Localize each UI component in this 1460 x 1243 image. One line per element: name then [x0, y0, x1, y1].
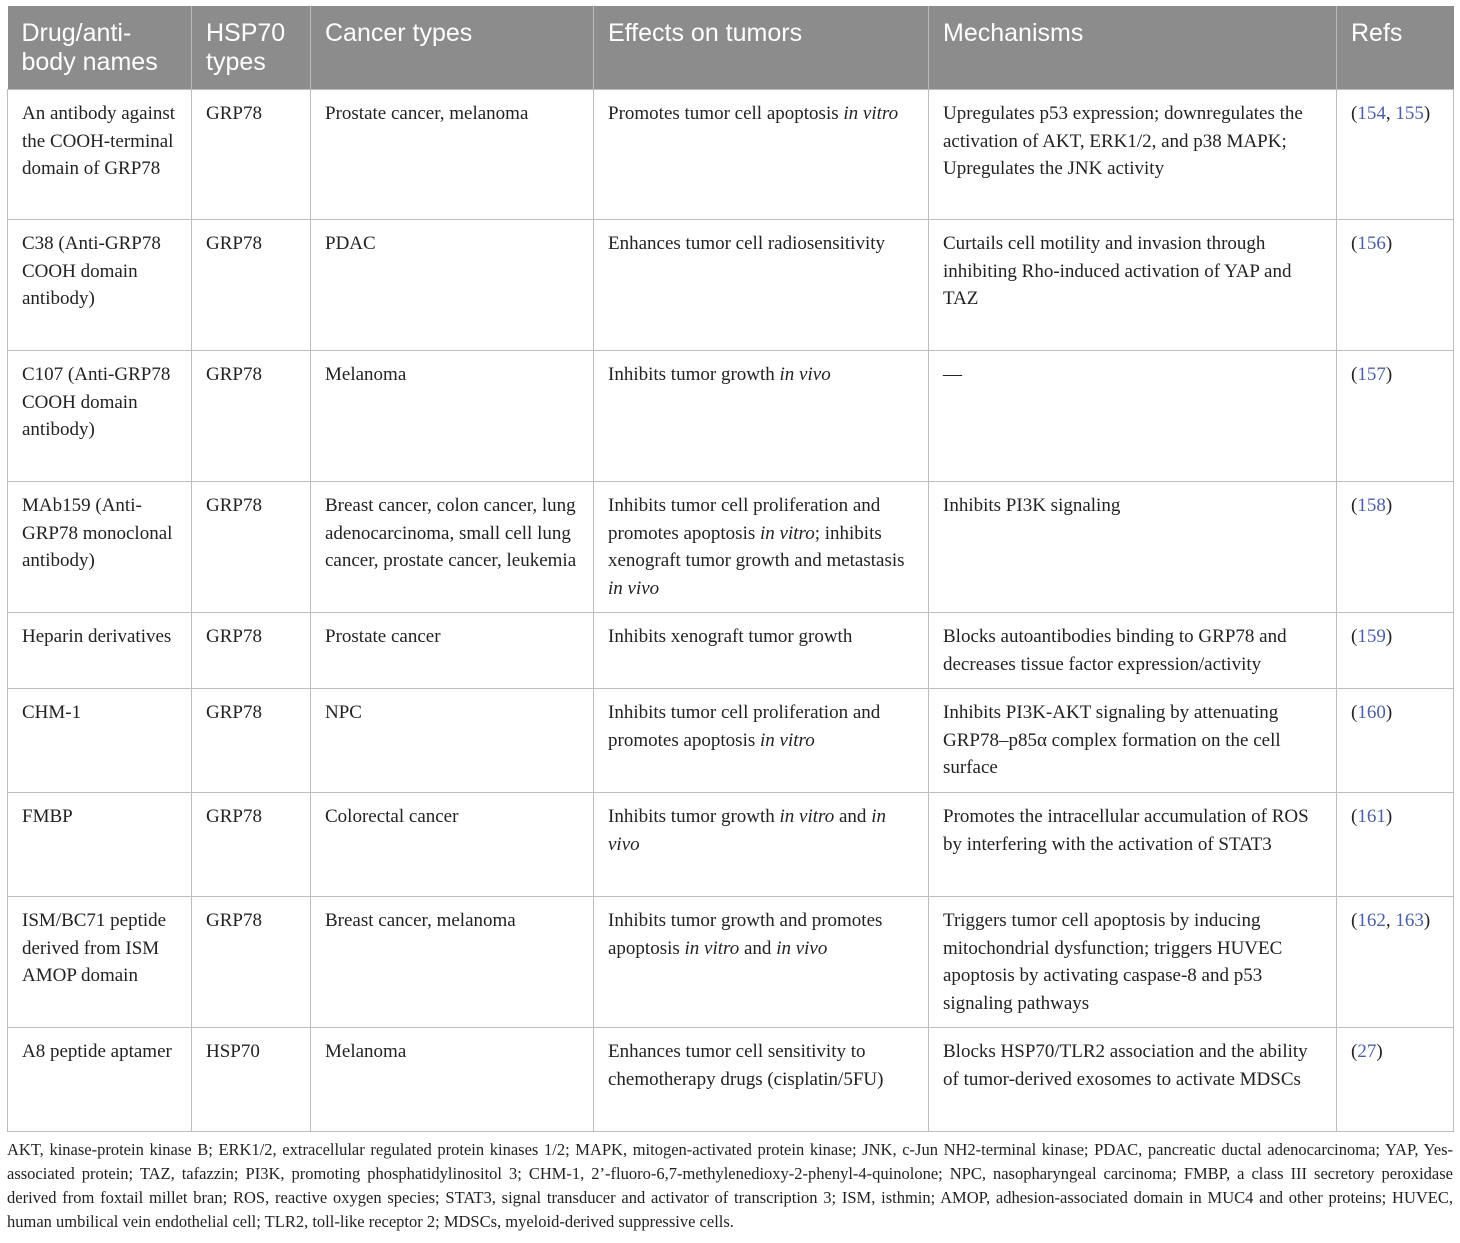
reference-link[interactable]: 154 — [1357, 103, 1386, 124]
cell-drug-name: A8 peptide aptamer — [8, 1028, 192, 1132]
cell-mechanism: Triggers tumor cell apoptosis by inducing mitochondrial dysfunction; triggers HUVEC apoptosis by activating caspase-8 and p53 signaling pathways — [929, 897, 1337, 1028]
reference-link[interactable]: 158 — [1357, 495, 1386, 516]
table-row — [8, 793, 1454, 897]
cell-drug-name: Heparin derivatives — [8, 613, 192, 689]
header-hsp70-types: HSP70 types — [192, 6, 311, 90]
cell-hsp70-type: GRP78 — [192, 220, 311, 351]
reference-link[interactable]: 157 — [1357, 364, 1386, 385]
cell-refs: (156) — [1337, 220, 1454, 351]
drug-table — [7, 6, 1454, 1132]
table-container — [7, 6, 1453, 1234]
cell-drug-name: FMBP — [8, 793, 192, 897]
reference-link[interactable]: 156 — [1357, 233, 1386, 254]
table-row — [8, 1028, 1454, 1132]
effect-text: Inhibits tumor cell proliferation and promotes apoptosis — [608, 495, 881, 544]
cell-effects — [594, 1028, 929, 1132]
cell-hsp70-type: GRP78 — [192, 793, 311, 897]
effect-text: Promotes tumor cell apoptosis — [608, 103, 844, 124]
cell-hsp70-type: GRP78 — [192, 90, 311, 220]
effect-italic-text: in vivo — [608, 806, 886, 855]
table-row — [8, 482, 1454, 613]
cell-refs: (159) — [1337, 613, 1454, 689]
effect-text: Inhibits xenograft tumor growth — [608, 626, 853, 647]
cell-refs: (27) — [1337, 1028, 1454, 1132]
effect-text: and — [739, 937, 777, 959]
effect-text: Inhibits tumor growth — [608, 806, 780, 827]
cell-refs: (161) — [1337, 793, 1454, 897]
reference-link[interactable]: 155 — [1395, 103, 1424, 124]
cell-cancer-types: Melanoma — [311, 351, 594, 482]
table-row — [8, 351, 1454, 482]
cell-drug-name: An antibody against the COOH-terminal domain of GRP78 — [8, 90, 192, 220]
table-row — [8, 689, 1454, 793]
cell-cancer-types: Breast cancer, colon cancer, lung adenocarcinoma, small cell lung cancer, prostate cancer, leukemia — [311, 482, 594, 613]
cell-hsp70-type: GRP78 — [192, 689, 311, 793]
reference-link[interactable]: 162 — [1357, 910, 1386, 931]
effect-italic-text: in vitro — [779, 806, 835, 827]
cell-hsp70-type: GRP78 — [192, 482, 311, 613]
cell-effects — [594, 220, 929, 351]
cell-mechanism: Blocks HSP70/TLR2 association and the ability of tumor-derived exosomes to activate MDSCs — [929, 1028, 1337, 1132]
effect-italic-text: in vitro — [760, 729, 815, 751]
effect-text: Inhibits tumor growth and promotes apoptosis — [608, 910, 883, 959]
cell-refs: (158) — [1337, 482, 1454, 613]
effect-text: Enhances tumor cell sensitivity to chemotherapy drugs (cisplatin/5FU) — [608, 1041, 884, 1090]
effect-text: and — [834, 806, 872, 827]
effect-text: Enhances tumor cell radiosensitivity — [608, 233, 886, 254]
effect-text: Inhibits tumor cell proliferation and promotes apoptosis — [608, 702, 881, 751]
effect-italic-text: in vitro — [843, 103, 899, 124]
reference-link[interactable]: 161 — [1357, 806, 1386, 827]
cell-cancer-types: NPC — [311, 689, 594, 793]
cell-drug-name: ISM/BC71 peptide derived from ISM AMOP domain — [8, 897, 192, 1028]
effect-text: Inhibits tumor growth — [608, 364, 780, 385]
header-cancer-types: Cancer types — [311, 6, 594, 90]
effect-italic-text: in vivo — [779, 364, 831, 385]
reference-link[interactable]: 163 — [1395, 910, 1424, 931]
cell-drug-name: CHM-1 — [8, 689, 192, 793]
cell-drug-name: C38 (Anti-GRP78 COOH domain antibody) — [8, 220, 192, 351]
cell-effects — [594, 351, 929, 482]
reference-link[interactable]: 159 — [1357, 626, 1386, 647]
cell-effects — [594, 793, 929, 897]
cell-mechanism: Inhibits PI3K-AKT signaling by attenuating GRP78–p85α complex formation on the cell surface — [929, 689, 1337, 793]
cell-effects — [594, 897, 929, 1028]
effect-italic-text: in vitro — [760, 522, 815, 544]
cell-cancer-types: Breast cancer, melanoma — [311, 897, 594, 1028]
reference-link[interactable]: 27 — [1357, 1041, 1377, 1062]
cell-refs: (157) — [1337, 351, 1454, 482]
footnote: AKT, kinase-protein kinase B; ERK1/2, extracellular regulated protein kinases 1/2; MAPK, mitogen-activated protein kinase; JNK, c-Jun NH2-terminal kinase; PDAC, pancreatic ductal adenocarcinoma; YAP, Yes-associated protein; TAZ, tafazzin; PI3K, promoting phosphatidylinositol 3; CHM-1, 2’-fluoro-6,7-methylenedioxy-2-phenyl-4-quinolone; NPC, nasopharyngeal carcinoma; FMBP, a class III secretory peroxidase derived from foxtail millet bran; ROS, reactive oxygen species; STAT3, signal transducer and activator of transcription 3; ISM, isthmin; AMOP, adhesion-associated domain in MUC4 and other proteins; HUVEC, human umbilical vein endothelial cell; TLR2, toll-like receptor 2; MDSCs, myeloid-derived suppressive cells. — [7, 1140, 1453, 1231]
cell-refs: (160) — [1337, 689, 1454, 793]
table-row — [8, 90, 1454, 220]
effect-italic-text: in vitro — [684, 937, 740, 959]
cell-mechanism: Inhibits PI3K signaling — [929, 482, 1337, 613]
cell-effects — [594, 90, 929, 220]
cell-cancer-types: Prostate cancer, melanoma — [311, 90, 594, 220]
cell-drug-name: MAb159 (Anti-GRP78 monoclonal antibody) — [8, 482, 192, 613]
cell-cancer-types: PDAC — [311, 220, 594, 351]
header-drug-names: Drug/anti-body names — [8, 6, 192, 90]
cell-mechanism: Promotes the intracellular accumulation of ROS by interfering with the activation of STAT3 — [929, 793, 1337, 897]
cell-effects — [594, 613, 929, 689]
table-row — [8, 613, 1454, 689]
cell-hsp70-type: GRP78 — [192, 897, 311, 1028]
header-effects-on-tumors: Effects on tumors — [594, 6, 929, 90]
cell-effects — [594, 482, 929, 613]
header-refs: Refs — [1337, 6, 1454, 90]
reference-link[interactable]: 160 — [1357, 702, 1386, 723]
cell-cancer-types: Colorectal cancer — [311, 793, 594, 897]
effect-italic-text: in vivo — [776, 937, 828, 959]
table-body — [8, 90, 1454, 1132]
cell-hsp70-type: GRP78 — [192, 351, 311, 482]
header-mechanisms: Mechanisms — [929, 6, 1337, 90]
table-row — [8, 897, 1454, 1028]
cell-cancer-types: Prostate cancer — [311, 613, 594, 689]
effect-text: ; inhibits xenograft tumor growth and metastasis — [608, 522, 905, 571]
cell-hsp70-type: HSP70 — [192, 1028, 311, 1132]
header-row — [8, 6, 1454, 90]
cell-refs: (162, 163) — [1337, 897, 1454, 1028]
cell-mechanism: Upregulates p53 expression; downregulates the activation of AKT, ERK1/2, and p38 MAPK; Upregulates the JNK activity — [929, 90, 1337, 220]
cell-effects — [594, 689, 929, 793]
cell-mechanism: Blocks autoantibodies binding to GRP78 and decreases tissue factor expression/activity — [929, 613, 1337, 689]
cell-mechanism: — — [929, 351, 1337, 482]
cell-cancer-types: Melanoma — [311, 1028, 594, 1132]
effect-italic-text: in vivo — [608, 577, 660, 599]
cell-hsp70-type: GRP78 — [192, 613, 311, 689]
table-row — [8, 220, 1454, 351]
cell-refs: (154, 155) — [1337, 90, 1454, 220]
cell-drug-name: C107 (Anti-GRP78 COOH domain antibody) — [8, 351, 192, 482]
cell-mechanism: Curtails cell motility and invasion through inhibiting Rho-induced activation of YAP and TAZ — [929, 220, 1337, 351]
